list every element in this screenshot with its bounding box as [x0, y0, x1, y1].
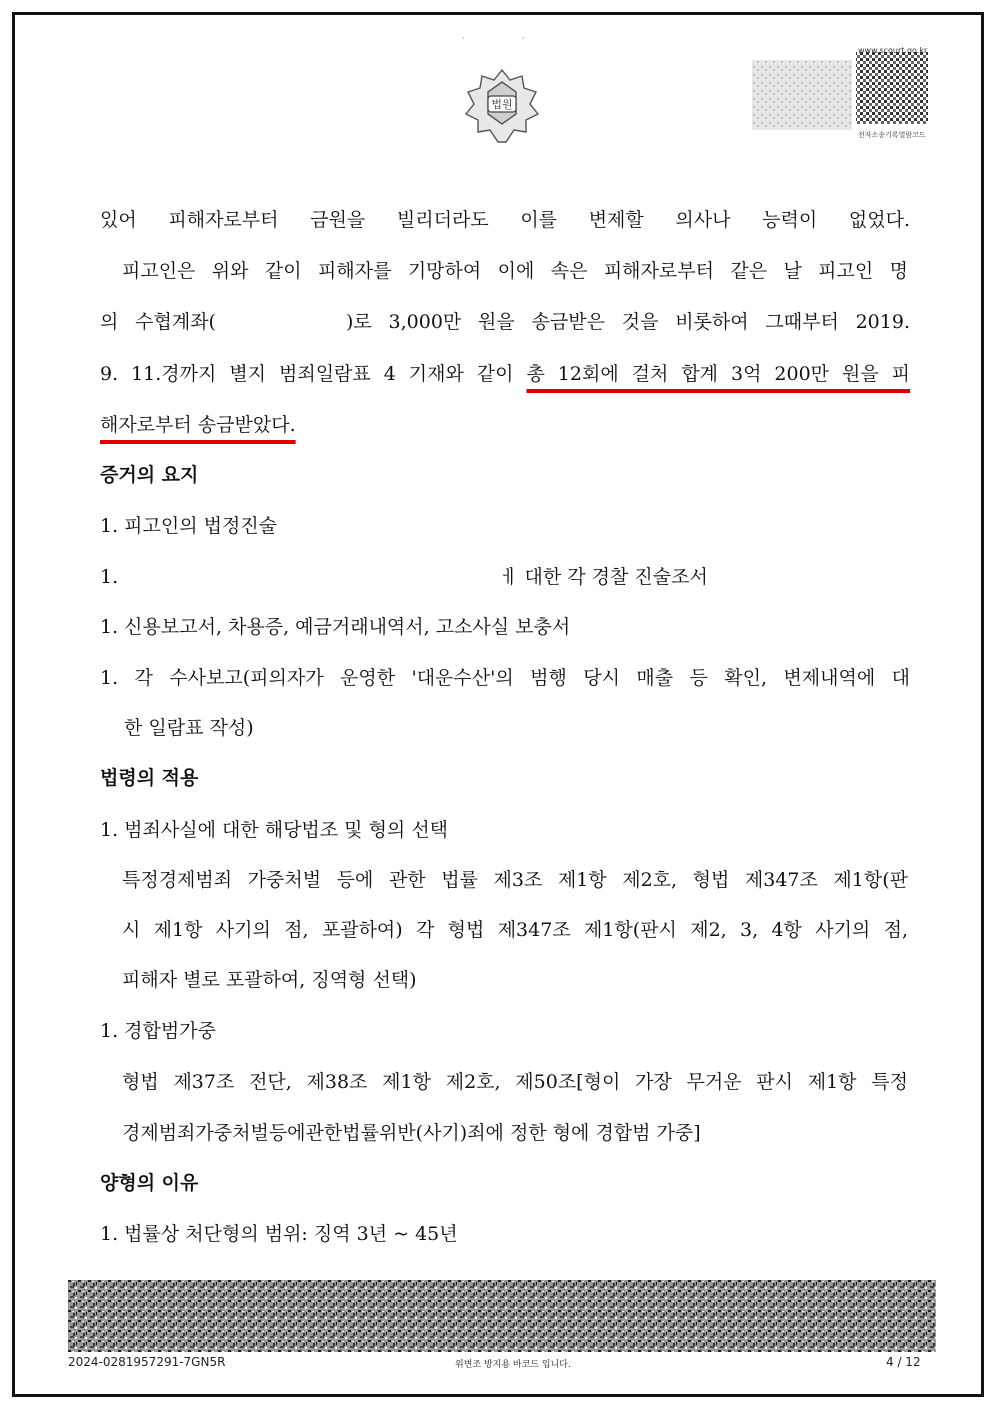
scan-dot: ·: [462, 34, 465, 43]
body-line: 형법 제37조 전단, 제38조 제1항 제2호, 제50조[형이 가장 무거운 판시 제1항 특정: [122, 1071, 908, 1093]
section-heading-law: 법령의 적용: [100, 767, 199, 789]
list-item: 1. 각 수사보고(피의자가 운영한 '대운수산'의 범행 당시 매출 등 확인, 변제내역에 대: [100, 667, 910, 689]
body-line: 있어 피해자로부터 금원을 빌리더라도 이를 변제할 의사나 능력이 없었다.: [100, 209, 910, 231]
body-line: 피고인은 위와 같이 피해자를 기망하여 이에 속은 피해자로부터 같은 날 피고인 명: [122, 260, 908, 282]
text-span: 9. 11.경까지 별지 범죄일람표 4 기재와 같이: [100, 363, 527, 385]
highlighted-text: 총 12회에 걸처 합계 3억 200만 원을 피: [526, 363, 910, 385]
list-item: [100, 565, 910, 589]
text-span: 의 수협계좌(: [100, 311, 216, 333]
anti-forgery-barcode-icon: [68, 1280, 936, 1352]
body-line: 경제범죄가중처벌등에관한법률위반(사기)죄에 정한 형에 경합범 가중]: [122, 1122, 701, 1144]
text-span: ㅔ 대한 각 경찰 진술조서: [500, 566, 708, 588]
body-line: 특정경제범죄 가중처벌 등에 관한 법률 제3조 제1항 제2호, 형법 제347조 제1항(판: [122, 869, 908, 891]
body-line: [100, 413, 910, 437]
highlighted-text: 해자로부터 송금받았다.: [100, 414, 296, 436]
body-line: [100, 310, 910, 334]
list-item: 1. 신용보고서, 차용증, 예금거래내역서, 고소사실 보충서: [100, 616, 571, 638]
text-span: )로 3,000만 원을 송금받은 것을 비롯하여 그때부터 2019.: [345, 311, 910, 333]
page-number: 4 / 12: [886, 1355, 921, 1369]
section-heading-evidence: 증거의 요지: [100, 464, 199, 486]
list-item: 1. 범죄사실에 대한 해당법조 및 형의 선택: [100, 819, 449, 841]
qr-url: www.scourt.go.kr: [858, 46, 928, 55]
list-item: 1. 법률상 처단형의 범위: 징역 3년 ~ 45년: [100, 1223, 458, 1245]
scan-dot: ·: [522, 34, 525, 43]
document-id: 2024-0281957291-7GN5R: [68, 1355, 226, 1369]
list-item: 1. 피고인의 법정진술: [100, 515, 278, 537]
barcode-notice: 위변조 방지용 바코드 입니다.: [455, 1360, 571, 1370]
list-item-cont: 한 일람표 작성): [124, 717, 254, 739]
qr-caption: 전자소송기록열람코드: [858, 131, 926, 139]
court-emblem-icon: [462, 66, 542, 146]
body-line: 피해자 별로 포괄하여, 징역형 선택): [122, 969, 417, 991]
text-span: 1.: [100, 566, 119, 588]
emblem-label: 법원: [491, 98, 513, 111]
list-item: 1. 경합범가중: [100, 1020, 216, 1042]
body-line: [100, 362, 910, 386]
section-heading-sentence: 양형의 이유: [100, 1172, 199, 1194]
body-line: 시 제1항 사기의 점, 포괄하여) 각 형법 제347조 제1항(판시 제2, 3, 4항 사기의 점,: [122, 919, 908, 941]
